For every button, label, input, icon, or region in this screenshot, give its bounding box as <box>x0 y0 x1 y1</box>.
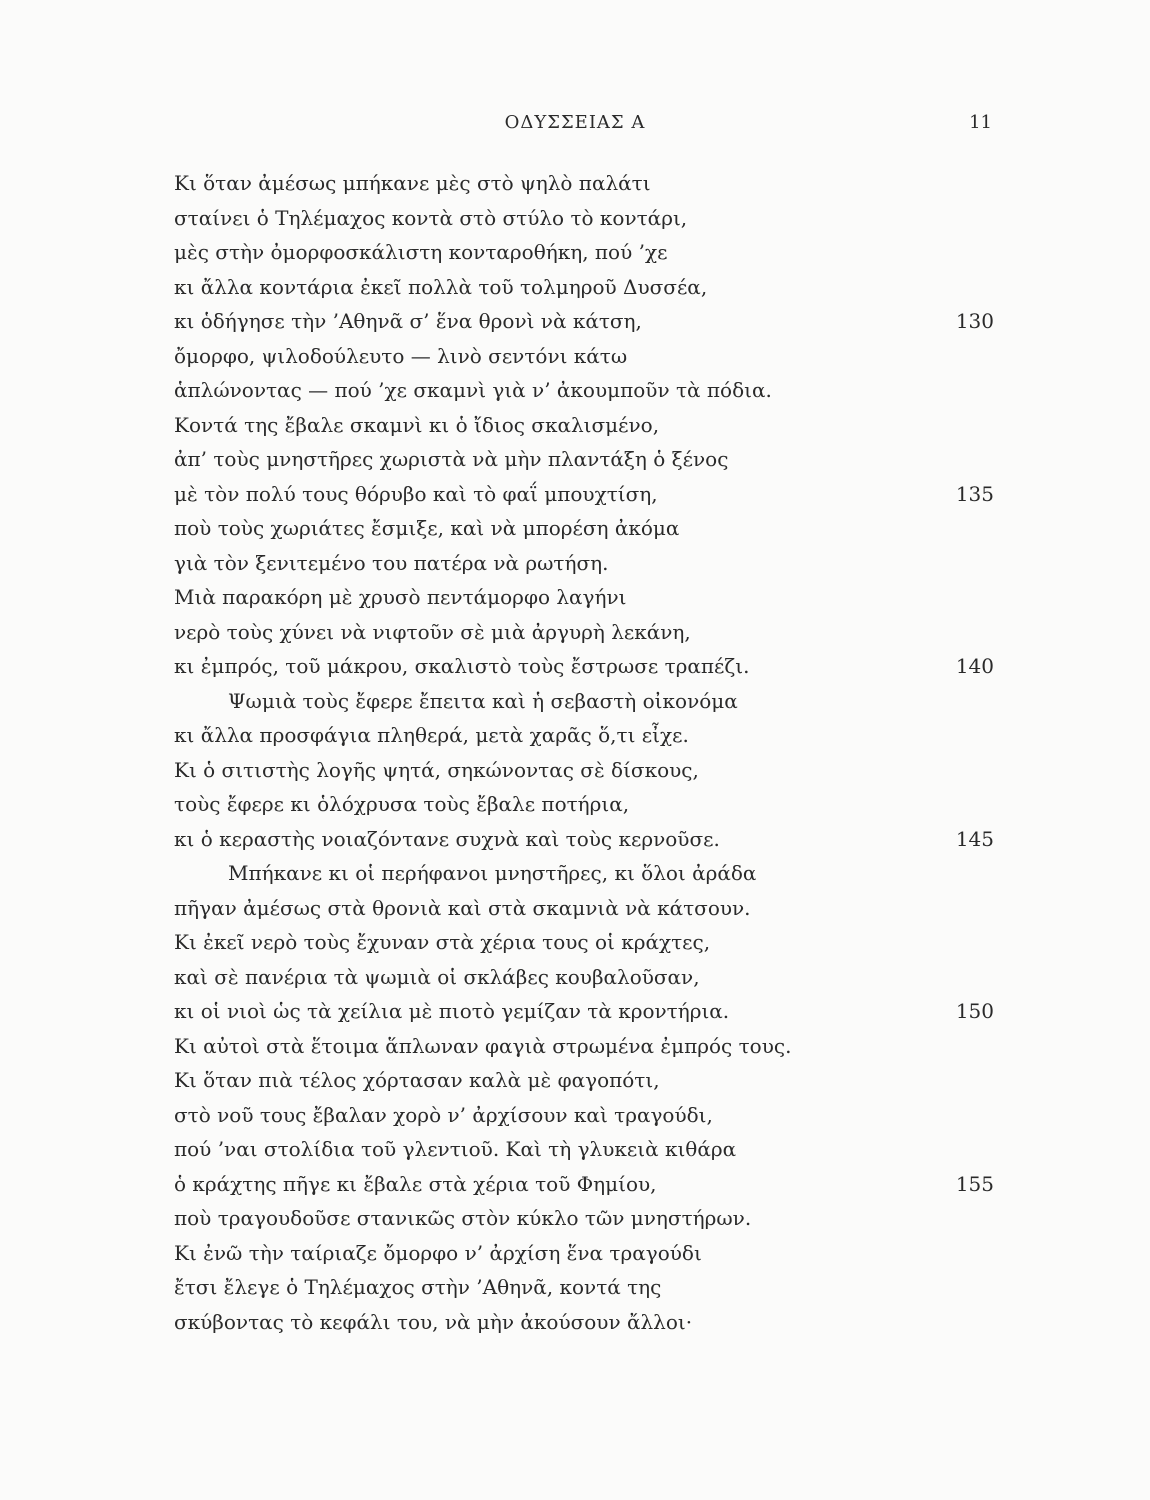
verse-text: γιὰ τὸν ξενιτεμένο του πατέρα νὰ ρωτήση. <box>174 550 609 575</box>
verse-list <box>174 166 1004 1339</box>
verse-line <box>174 511 1004 546</box>
verse-line <box>174 201 1004 236</box>
verse-line <box>174 235 1004 270</box>
verse-line <box>174 684 1004 719</box>
verse-text: Κι ὅταν ἀμέσως μπήκανε μὲς στὸ ψηλὸ παλάτι <box>174 171 651 195</box>
running-title: ΟΔΥΣΣΕΙΑΣ Α <box>504 112 646 133</box>
verse-text: μὲς στὴν ὀμορφοσκάλιστη κονταροθήκη, πού ’χε <box>174 240 668 264</box>
verse-line <box>174 373 1004 408</box>
verse-text: Κι αὐτοὶ στὰ ἕτοιμα ἅπλωναν φαγιὰ στρωμένα ἐμπρός τους. <box>174 1033 792 1058</box>
verse-text: μὲ τὸν πολύ τους θόρυβο καὶ τὸ φαΐ μπουχτίση, <box>174 481 658 506</box>
verse-line <box>174 787 1004 822</box>
verse-text: κι ὁ κεραστὴς νοιαζόντανε συχνὰ καὶ τοὺς κερνοῦσε. <box>174 826 720 851</box>
verse-line <box>174 408 1004 443</box>
verse-text: ποὺ τραγουδοῦσε στανικῶς στὸν κύκλο τῶν μνηστήρων. <box>174 1206 752 1230</box>
verse-text: ἔτσι ἔλεγε ὁ Τηλέμαχος στὴν ’Αθηνᾶ, κοντά της <box>174 1275 662 1299</box>
verse-line <box>174 925 1004 960</box>
verse-text: ἀπ’ τοὺς μνηστῆρες χωριστὰ νὰ μὴν πλαντάξη ὁ ξένος <box>174 447 729 471</box>
verse-line <box>174 960 1004 995</box>
verse-text: σταίνει ὁ Τηλέμαχος κοντὰ στὸ στύλο τὸ κοντάρι, <box>174 205 688 230</box>
verse-line <box>174 994 1004 1029</box>
verse-text: Κοντά της ἔβαλε σκαμνὶ κι ὁ ἴδιος σκαλισμένο, <box>174 412 660 437</box>
verse-line <box>174 822 1004 857</box>
verse-text: στὸ νοῦ τους ἔβαλαν χορὸ ν’ ἀρχίσουν καὶ τραγούδι, <box>174 1102 713 1127</box>
verse-text: Κι ἐνῶ τὴν ταίριαζε ὄμορφο ν’ ἀρχίση ἕνα τραγούδι <box>174 1240 702 1265</box>
verse-line <box>174 615 1004 650</box>
verse-text: τοὺς ἔφερε κι ὁλόχρυσα τοὺς ἔβαλε ποτήρια, <box>174 792 630 816</box>
verse-text: νερὸ τοὺς χύνει νὰ νιφτοῦν σὲ μιὰ ἀργυρὴ λεκάνη, <box>174 619 691 644</box>
verse-text: κι ἄλλα προσφάγια πληθερά, μετὰ χαρᾶς ὅ,τι εἶχε. <box>174 723 689 747</box>
verse-line <box>174 753 1004 788</box>
verse-line <box>174 270 1004 305</box>
verse-text: ὄμορφο, ψιλοδούλευτο — λινὸ σεντόνι κάτω <box>174 343 628 368</box>
verse-line <box>174 1029 1004 1064</box>
line-number: 135 <box>955 481 994 506</box>
verse-line <box>174 1305 1004 1340</box>
verse-text: Μπήκανε κι οἱ περήφανοι μνηστῆρες, κι ὅλοι ἀράδα <box>228 861 757 885</box>
verse-text: πού ’ναι στολίδια τοῦ γλεντιοῦ. Καὶ τὴ γλυκειὰ κιθάρα <box>174 1137 737 1161</box>
page-number: 11 <box>969 112 992 133</box>
verse-text: καὶ σὲ πανέρια τὰ ψωμιὰ οἱ σκλάβες κουβαλοῦσαν, <box>174 964 700 989</box>
verse-line <box>174 1201 1004 1236</box>
verse-line <box>174 580 1004 615</box>
verse-text: σκύβοντας τὸ κεφάλι του, νὰ μὴν ἀκούσουν ἄλλοι· <box>174 1309 693 1334</box>
verse-line <box>174 718 1004 753</box>
verse-line <box>174 1132 1004 1167</box>
verse-line <box>174 1236 1004 1271</box>
running-head <box>0 112 1150 142</box>
verse-line <box>174 891 1004 926</box>
verse-text: κι οἱ νιοὶ ὡς τὰ χείλια μὲ πιοτὸ γεμίζαν τὰ κροντήρια. <box>174 999 730 1023</box>
verse-text: ἁπλώνοντας — πού ’χε σκαμνὶ γιὰ ν’ ἀκουμποῦν τὰ πόδια. <box>174 378 772 402</box>
verse-text: Ψωμιὰ τοὺς ἔφερε ἔπειτα καὶ ἡ σεβαστὴ οἰκονόμα <box>228 688 738 713</box>
verse-line <box>174 339 1004 374</box>
verse-text: κι ἐμπρός, τοῦ μάκρου, σκαλιστὸ τοὺς ἔστρωσε τραπέζι. <box>174 654 750 678</box>
verse-line <box>174 304 1004 339</box>
verse-text: Κι ὅταν πιὰ τέλος χόρτασαν καλὰ μὲ φαγοπότι, <box>174 1068 660 1092</box>
verse-line <box>174 856 1004 891</box>
line-number: 145 <box>955 826 994 851</box>
verse-text: πῆγαν ἀμέσως στὰ θρονιὰ καὶ στὰ σκαμνιὰ νὰ κάτσουν. <box>174 895 751 920</box>
verse-text: κι ἄλλα κοντάρια ἐκεῖ πολλὰ τοῦ τολμηροῦ Δυσσέα, <box>174 274 708 299</box>
verse-line <box>174 1270 1004 1305</box>
verse-text: Κι ὁ σιτιστὴς λογῆς ψητά, σηκώνοντας σὲ δίσκους, <box>174 757 699 782</box>
verse-text: κι ὁδήγησε τὴν ’Αθηνᾶ σ’ ἕνα θρονὶ νὰ κάτση, <box>174 309 642 333</box>
line-number: 140 <box>955 654 994 678</box>
line-number: 155 <box>955 1171 994 1196</box>
line-number: 150 <box>955 999 994 1023</box>
verse-text: Μιὰ παρακόρη μὲ χρυσὸ πεντάμορφο λαγήνι <box>174 585 627 609</box>
verse-text: Κι ἐκεῖ νερὸ τοὺς ἔχυναν στὰ χέρια τους οἱ κράχτες, <box>174 930 711 954</box>
verse-line <box>174 1167 1004 1202</box>
verse-text: ὁ κράχτης πῆγε κι ἔβαλε στὰ χέρια τοῦ Φημίου, <box>174 1171 657 1196</box>
verse-line <box>174 1063 1004 1098</box>
verse-line <box>174 546 1004 581</box>
verse-line <box>174 477 1004 512</box>
verse-line <box>174 649 1004 684</box>
verse-line <box>174 166 1004 201</box>
line-number: 130 <box>955 309 994 333</box>
verse-text: ποὺ τοὺς χωριάτες ἔσμιξε, καὶ νὰ μπορέση ἀκόμα <box>174 516 680 540</box>
verse-line <box>174 1098 1004 1133</box>
verse-line <box>174 442 1004 477</box>
